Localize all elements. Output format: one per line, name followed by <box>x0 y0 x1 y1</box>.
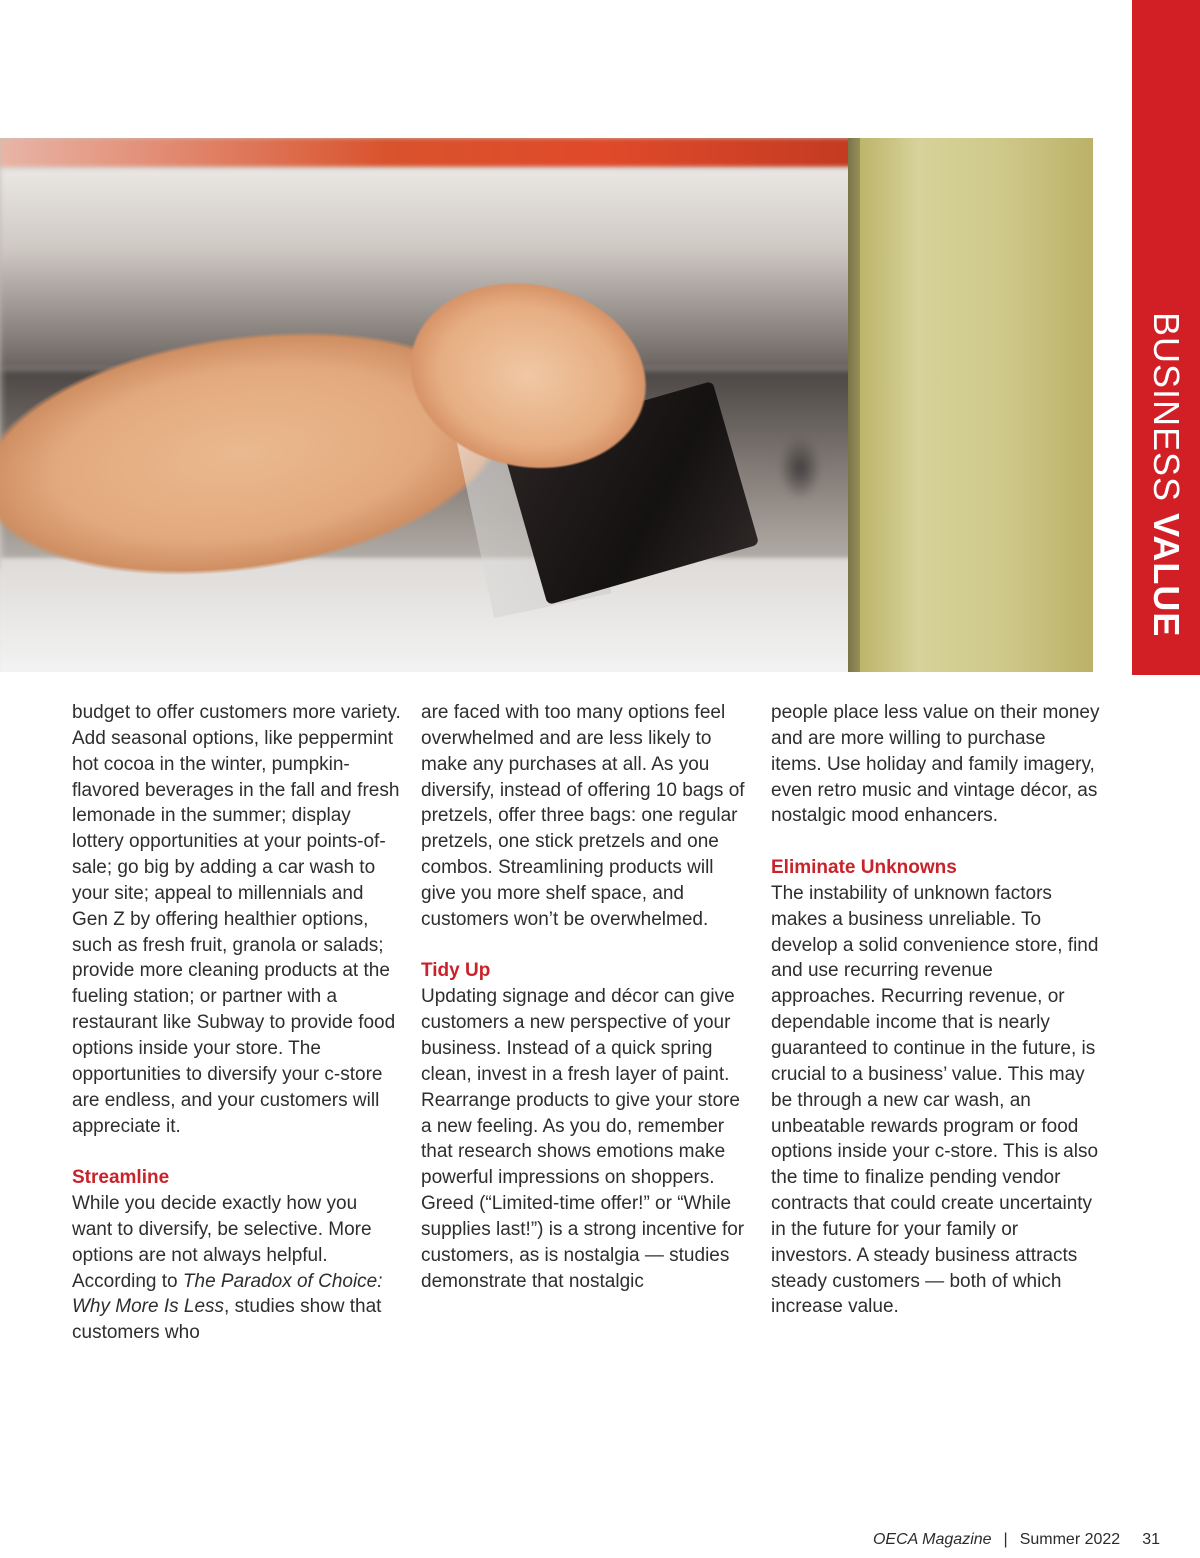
section-tab-light: BUSINESS <box>1146 312 1187 514</box>
photo-red-band <box>0 138 860 168</box>
article-column-3 <box>771 700 1101 1320</box>
photo-cooler-door <box>860 138 1093 672</box>
footer-separator: | <box>1003 1531 1008 1548</box>
column-3-intro: people place less value on their money and are more willing to purchase items. Use holiday and family imagery, even retro music and vintage décor, as nostalgic mood enhancers. <box>771 702 1100 827</box>
heading-streamline: Streamline <box>72 1167 170 1189</box>
column-2-intro: are faced with too many options feel overwhelmed and are less likely to make any purchases at all. As you diversify, instead of offering 10 bags of pretzels, offer three bags: one regular pretzels, one stick pretzels and one combos. Streamlining products will give you more shelf space, and customers won’t be overwhelmed. <box>421 702 745 930</box>
heading-eliminate-unknowns: Eliminate Unknowns <box>771 857 957 879</box>
heading-tidy-up: Tidy Up <box>421 960 491 982</box>
footer-magazine: OECA Magazine <box>872 1531 992 1548</box>
hero-photo <box>0 138 1093 672</box>
page-number: 31 <box>1142 1531 1160 1548</box>
column-1-streamline-paragraph <box>72 1191 402 1346</box>
streamline-text-after: , studies show that customers who <box>72 1296 382 1344</box>
column-2-tidy-up-paragraph: Updating signage and décor can give customers a new perspective of your business. Instead of a quick spring clean, invest in a fresh layer of paint. Rearrange products to give your store a new feeling. As you do, remember that research shows emotions make powerful impressions on shoppers. Greed (“Limited-time offer!” or “While supplies last!”) is a strong incentive for customers, as is nostalgia — studies demonstrate that nostalgic <box>421 986 745 1292</box>
streamline-text-before: While you decide exactly how you want to diversify, be selective. More options are not always helpful. According to <box>72 1193 372 1292</box>
section-tab-label <box>1146 312 1187 638</box>
column-1-intro: budget to offer customers more variety. Add seasonal options, like peppermint hot cocoa in the winter, pumpkin-flavored beverages in the fall and fresh lemonade in the summer; display lottery opportunities at your points-of-sale; go big by adding a car wash to your site; appeal to millennials and Gen Z by offering healthier options, such as fresh fruit, granola or salads; provide more cleaning products at the fueling station; or partner with a restaurant like Subway to provide food options inside your store. The opportunities to diversify your c-store are endless, and your customers will appreciate it. <box>72 702 401 1137</box>
section-tab <box>1132 0 1200 675</box>
article-column-2 <box>421 700 751 1294</box>
footer-issue: Summer 2022 <box>1019 1531 1121 1548</box>
article-column-1 <box>72 700 402 1346</box>
page-footer <box>873 1531 1160 1549</box>
section-tab-bold: VALUE <box>1146 513 1187 638</box>
column-3-eliminate-paragraph: The instability of unknown factors makes a business unreliable. To develop a solid convenience store, find and use recurring revenue approaches. Recurring revenue, or dependable income that is nearly guaranteed to continue in the future, is crucial to a business’ value. This may be through a new car wash, an unbeatable rewards program or food options inside your c-store. This is also the time to finalize pending vendor contracts that could create uncertainty in the future for your family or investors. A steady business attracts steady customers — both of which increase value. <box>771 882 1099 1318</box>
book-title: The Paradox of Choice: Why More Is Less <box>72 1270 383 1318</box>
